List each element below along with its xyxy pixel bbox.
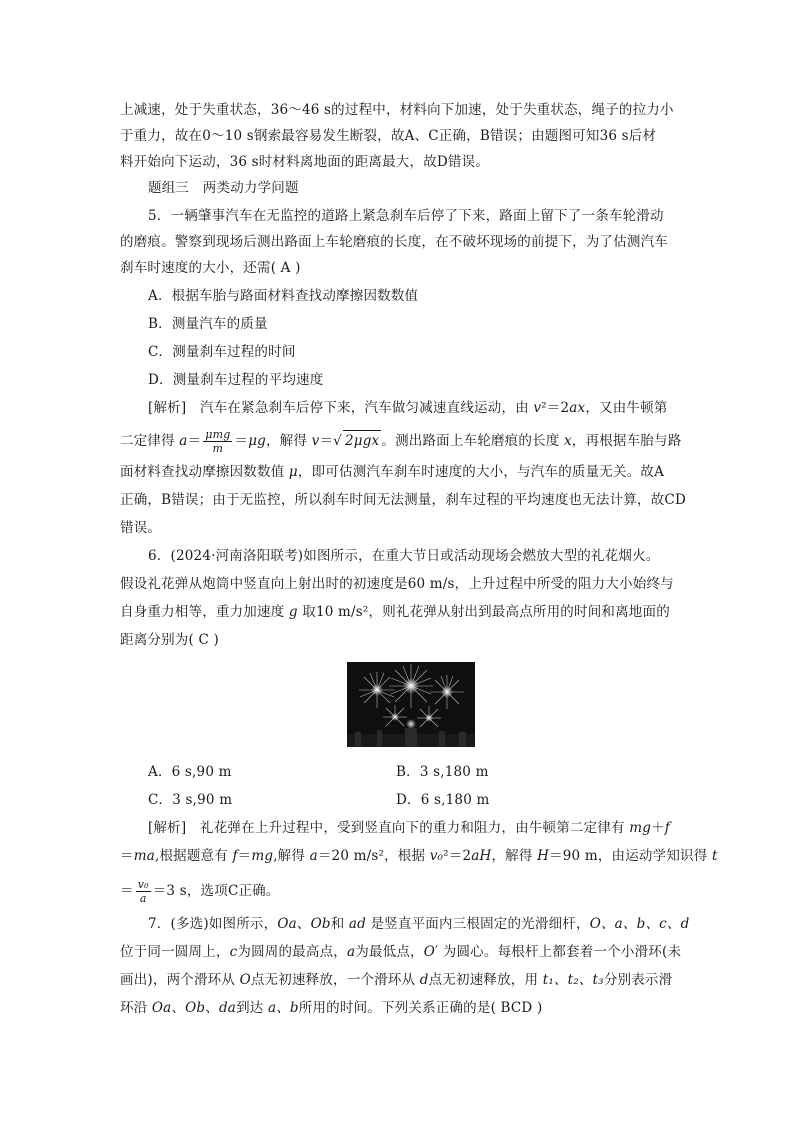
var: d: [419, 972, 429, 988]
text: 、: [296, 916, 311, 932]
option-c: C．3 s,90 m: [148, 792, 233, 808]
radicand: 2μgx: [343, 430, 381, 451]
var: Ob: [185, 1000, 206, 1016]
text-line: 上减速，处于失重状态，36～46 s的过程中，材料向下加速，处于失重状态，绳子的拉力小: [120, 102, 674, 118]
text: 自身重力相等，重力加速度: [120, 604, 289, 620]
var: f: [232, 848, 238, 864]
explanation-6: [120, 846, 718, 866]
option-d: D．测量刹车过程的平均速度: [148, 372, 324, 388]
text: ,根据题意有: [154, 848, 233, 864]
question-7-stem: [120, 942, 681, 962]
text: ，又由牛顿第: [585, 400, 668, 416]
text: ＝: [237, 848, 252, 864]
text: 为最低点，: [355, 944, 424, 960]
explanation-5: [120, 462, 664, 482]
text: ，解得: [266, 433, 312, 449]
text: 取10 m/s²，则礼花弹从射出到最高点所用的时间和离地面的: [297, 604, 670, 620]
question-6-stem: 距离分别为( C ): [120, 632, 219, 648]
explanation-6: [120, 878, 280, 905]
text: 点无初速释放，一个滑环从: [250, 972, 420, 988]
text: 、: [205, 1000, 219, 1016]
var: O: [239, 972, 251, 988]
text: ，解得: [491, 848, 538, 864]
text: ＝: [187, 433, 202, 449]
text: ，即可估测汽车刹车时速度的大小，与汽车的质量无关。故A: [297, 464, 665, 480]
text: 、: [171, 1000, 186, 1016]
text: 点无初速释放，用: [428, 972, 543, 988]
text: ²＝2: [443, 848, 472, 864]
text: 分别表示滑: [603, 972, 673, 988]
text: [解析] 汽车在紧急刹车后停下来，汽车做匀减速直线运动，由: [148, 400, 534, 416]
option-c: C．测量刹车过程的时间: [148, 344, 296, 360]
var: a、b: [267, 1000, 299, 1016]
text: 所用的时间。下列关系正确的是( BCD ): [298, 1000, 543, 1016]
var: mg: [251, 848, 274, 864]
text: 为圆周的最高点，: [237, 944, 347, 960]
text: ，再根据车胎与路: [571, 433, 682, 449]
text: ＝90 m，由运动学知识得: [549, 848, 712, 864]
text: 是竖直平面内三根固定的光滑细杆，: [365, 916, 590, 932]
question-7-stem: [148, 914, 689, 934]
var: Oa: [151, 1000, 172, 1016]
fraction: [203, 428, 232, 455]
explanation-5: 正确，B错误；由于无监控，所以刹车时间无法测量，刹车过程的平均速度也无法计算，故CD: [120, 492, 686, 508]
fireworks-image: [347, 662, 475, 747]
var: da: [218, 1000, 237, 1016]
text: 和: [330, 916, 349, 932]
var: v: [311, 433, 320, 449]
question-7-stem: [120, 998, 542, 1018]
text-line: 于重力，故在0～10 s钢索最容易发生断裂，故A、C正确，B错误；由题图可知36 s后材: [120, 128, 657, 144]
var: t₁、t₂、t₃: [542, 972, 604, 988]
var: x: [563, 433, 572, 449]
explanation-5: [148, 398, 668, 418]
question-5-stem: 刹车时速度的大小，还需( A ): [120, 260, 301, 276]
text-line: 料开始向下运动，36 s时材料离地面的距离最大，故D错误。: [120, 154, 490, 170]
question-6-stem: [120, 602, 670, 622]
text: 面材料查找动摩擦因数数值: [120, 464, 289, 480]
question-5-stem: 的磨痕。警察到现场后测出路面上车轮磨痕的长度，在不破坏现场的前提下，为了估测汽车: [120, 234, 668, 250]
denominator: a: [139, 892, 147, 905]
var: a: [346, 944, 356, 960]
text: ＝20 m/s²，根据: [317, 848, 430, 864]
option-d: D．6 s,180 m: [396, 792, 490, 808]
text: ＝: [234, 433, 249, 449]
text: 位于同一圆周上，: [120, 944, 230, 960]
text: 7．(多选)如图所示，: [148, 916, 278, 932]
var: ma: [133, 848, 155, 864]
var: f: [664, 820, 670, 836]
numerator: μmg: [205, 428, 231, 441]
var: μg: [248, 433, 267, 449]
text: ＝3 s，选项C正确。: [152, 883, 280, 899]
denominator: m: [212, 442, 224, 455]
text: 画出)，两个滑环从: [120, 972, 240, 988]
numerator: v₀: [137, 878, 149, 891]
var: c: [229, 944, 238, 960]
var: O′: [423, 944, 439, 960]
option-a: A．6 s,90 m: [148, 764, 232, 780]
text: 为圆心。每根杆上都套着一个小滑环(未: [438, 944, 682, 960]
text: 二定律得: [120, 433, 180, 449]
explanation-5: 错误。: [120, 520, 162, 536]
text: 。测出路面上车轮磨痕的长度: [381, 433, 564, 449]
text: 到达: [236, 1000, 268, 1016]
text: ＝: [120, 883, 134, 899]
question-5-stem: 5．一辆肇事汽车在无监控的道路上紧急刹车后停了下来，路面上留下了一条车轮滑动: [148, 208, 664, 224]
text: 环沿: [120, 1000, 152, 1016]
explanation-5: [120, 428, 681, 455]
var: O、a、b、c、d: [589, 916, 690, 932]
option-b: B．3 s,180 m: [396, 764, 489, 780]
var: g: [288, 604, 298, 620]
text: ＝: [319, 433, 334, 449]
var: v: [533, 400, 542, 416]
var: mg: [629, 820, 652, 836]
text: ＋: [651, 820, 665, 836]
option-b: B．测量汽车的质量: [148, 316, 268, 332]
var: a: [309, 848, 318, 864]
var: v₀: [429, 848, 444, 864]
text: [解析] 礼花弹在上升过程中，受到竖直向下的重力和阻力，由牛顿第二定律有: [148, 820, 630, 836]
var: ax: [569, 400, 586, 416]
text: ²＝2: [541, 400, 570, 416]
question-6-stem: 假设礼花弹从炮筒中竖直向上射出时的初速度是60 m/s，上升过程中所受的阻力大小始终与: [120, 576, 674, 592]
var: t: [711, 848, 718, 864]
fraction: [136, 878, 151, 905]
question-7-stem: [120, 970, 672, 990]
text: ＝: [120, 848, 134, 864]
question-6-stem: 6．(2024·河南洛阳联考)如图所示，在重大节日或活动现场会燃放大型的礼花烟火。: [148, 548, 660, 564]
text: ,解得: [273, 848, 310, 864]
fireworks-illustration: [347, 662, 475, 747]
explanation-6: [148, 818, 670, 838]
section-heading: 题组三 两类动力学问题: [148, 180, 299, 196]
var: Ob: [310, 916, 331, 932]
var: a: [179, 433, 188, 449]
var: μ: [288, 464, 298, 480]
var: H: [537, 848, 550, 864]
radical-sign: √: [333, 433, 342, 449]
option-a: A．根据车胎与路面材料查找动摩擦因数数值: [148, 288, 419, 304]
var: ad: [348, 916, 366, 932]
var: aH: [471, 848, 492, 864]
var: Oa: [277, 916, 297, 932]
